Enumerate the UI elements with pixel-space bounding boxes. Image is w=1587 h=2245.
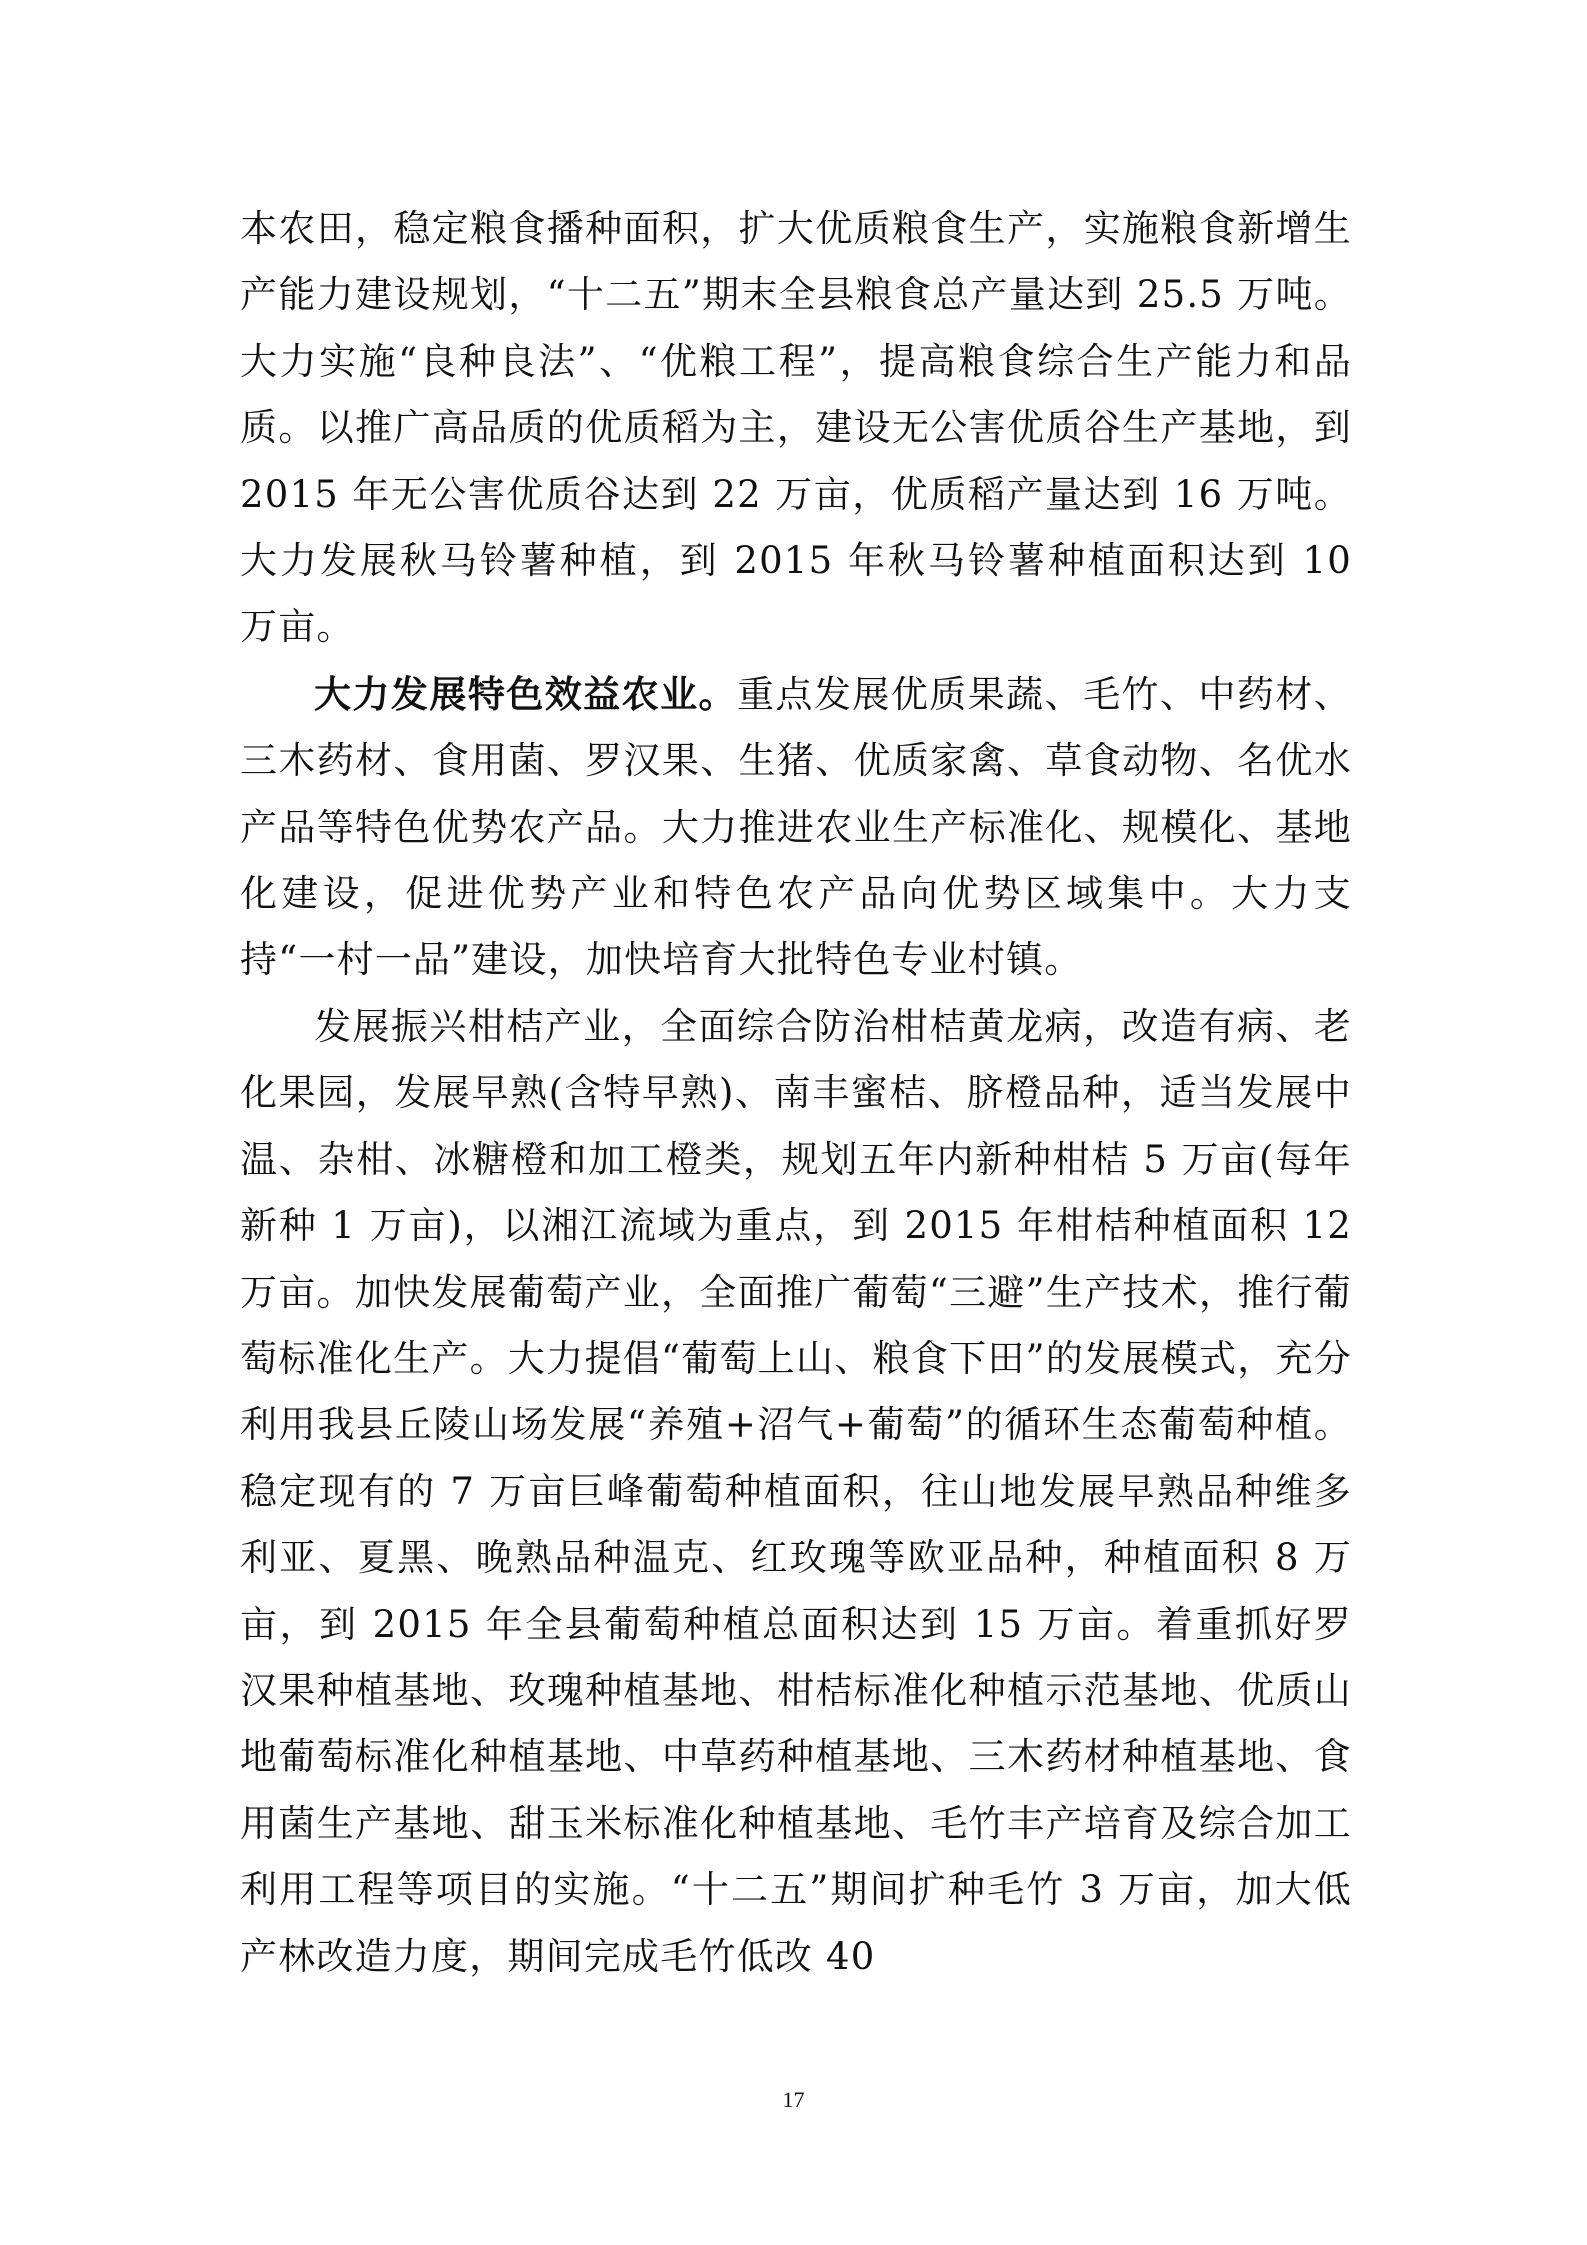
paragraph-2 — [240, 661, 1352, 994]
paragraph-1 — [240, 196, 1352, 661]
paragraph-2-text: 重点发展优质果蔬、毛竹、中药材、三木药材、食用菌、罗汉果、生猪、优质家禽、草食动物、名优水产品等特色优势农产品。大力推进农业生产标准化、规模化、基地化建设，促进优势产业和特色农产品向优势区域集中。大力支持“一村一品”建设，加快培育大批特色专业村镇。 — [240, 672, 1353, 982]
page-number: 17 — [782, 2087, 805, 2112]
paragraph-1-text: 本农田，稳定粮食播种面积，扩大优质粮食生产，实施粮食新增生产能力建设规划，“十二五”期末全县粮食总产量达到 25.5 万吨。大力实施“良种良法”、“优粮工程”，提高粮食综合生产能力和品质。以推广高品质的优质稻为主，建设无公害优质谷生产基地，到 2015 年无公害优质谷达到 22 万亩，优质稻产量达到 16 万吨。大力发展秋马铃薯种植，到 2015 年秋马铃薯种植面积达到 10 万亩。 — [240, 207, 1352, 649]
paragraph-3 — [240, 994, 1352, 1990]
paragraph-3-text: 发展振兴柑桔产业，全面综合防治柑桔黄龙病，改造有病、老化果园，发展早熟(含特早熟)、南丰蜜桔、脐橙品种，适当发展中温、杂柑、冰糖橙和加工橙类，规划五年内新种柑桔 5 万亩(每年新种 1 万亩)，以湘江流域为重点，到 2015 年柑桔种植面积 12 万亩。加快发展葡萄产业，全面推广葡萄“三避”生产技术，推行葡萄标准化生产。大力提倡“葡萄上山、粮食下田”的发展模式，充分利用我县丘陵山场发展“养殖+沼气+葡萄”的循环生态葡萄种植。稳定现有的 7 万亩巨峰葡萄种植面积，往山地发展早熟品种维多利亚、夏黑、晚熟品种温克、红玫瑰等欧亚品种，种植面积 8 万亩，到 2015 年全县葡萄种植总面积达到 15 万亩。着重抓好罗汉果种植基地、玫瑰种植基地、柑桔标准化种植示范基地、优质山地葡萄标准化种植基地、中草药种植基地、三木药材种植基地、食用菌生产基地、甜玉米标准化种植基地、毛竹丰产培育及综合加工利用工程等项目的实施。“十二五”期间扩种毛竹 3 万亩，加大低产林改造力度，期间完成毛竹低改 40 — [240, 1004, 1352, 1978]
paragraph-2-heading: 大力发展特色效益农业。 — [314, 671, 737, 716]
document-body — [240, 196, 1352, 1990]
